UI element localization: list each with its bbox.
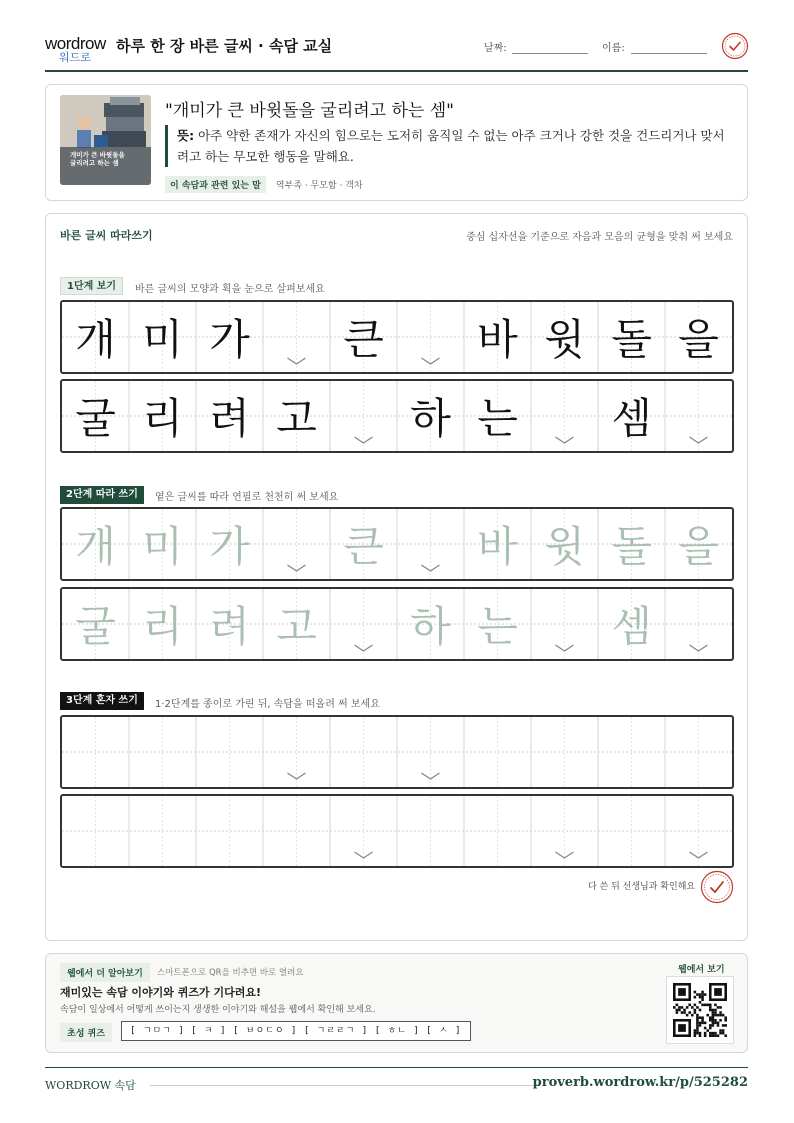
footer-url-link[interactable]: proverb.wordrow.kr/p/525282 [532,1075,748,1090]
grid-cell[interactable] [263,717,330,787]
grid-cells [62,717,732,787]
page-title: 하루 한 장 바른 글씨 · 속담 교실 [116,37,333,55]
grid-step1-row1 [60,300,734,374]
grid-cell: 려 [209,394,250,443]
footer-divider [150,1085,540,1086]
grid-step2-row2[interactable] [60,587,734,661]
web-subtext: 스마트폰으로 QR을 비추면 바로 열려요 [157,968,304,978]
grid-cell[interactable]: 굴 [75,602,116,651]
grid-cell[interactable]: 을 [678,522,719,571]
grid-cell[interactable] [665,796,732,866]
grid-cell[interactable] [531,796,598,866]
grid-cell: 윗 [544,315,585,364]
step1-desc: 바른 글씨의 모양과 획을 눈으로 살펴보세요 [135,284,325,295]
name-field[interactable] [631,53,707,54]
grid-cell: 리 [142,394,183,443]
step2-desc: 옅은 글씨를 따라 연필로 천천히 써 보세요 [155,492,339,503]
grid-cell: 개 [75,315,116,364]
grid-cell[interactable] [330,589,397,659]
web-tag: 웹에서 더 알아보기 [60,963,150,982]
grid-cells [62,589,732,659]
grid-cell[interactable] [665,589,732,659]
page-footer [45,1067,748,1097]
grid-cell [330,381,397,451]
grid-cell[interactable] [196,717,263,787]
web-view-label: 웹에서 보기 [678,965,725,975]
grid-cells [62,796,732,866]
grid-cell[interactable] [129,717,196,787]
grid-cell[interactable] [330,717,397,787]
date-label: 날짜: [484,43,507,54]
grid-cell[interactable] [397,717,464,787]
grid-cell[interactable]: 려 [209,602,250,651]
grid-cell: 굴 [75,394,116,443]
grid-cell[interactable]: 는 [477,602,518,651]
grid-cell[interactable] [531,717,598,787]
grid-cell[interactable]: 개 [75,522,116,571]
grid-cell: 가 [209,315,250,364]
practice-title: 바른 글씨 따라쓰기 [60,229,153,242]
grid-cell[interactable] [62,796,129,866]
proverb-title: "개미가 큰 바윗돌을 굴리려고 하는 셈" [165,101,454,121]
grid-cells [62,509,732,579]
grid-cell[interactable] [196,796,263,866]
grid-cell[interactable] [129,796,196,866]
grid-cell[interactable] [263,509,330,579]
page-header [45,30,748,72]
related-words: 역부족 · 무모함 · 객차 [275,181,363,191]
practice-hint: 중심 십자선을 기준으로 자음과 모음의 균형을 맞춰 써 보세요 [466,232,733,243]
grid-cell: 고 [276,394,317,443]
grid-cell: 셈 [611,394,652,443]
grid-cell[interactable] [397,509,464,579]
meaning-label: 뜻: [177,128,195,143]
grid-cell[interactable] [665,717,732,787]
grid-cell [263,302,330,372]
web-info-box [45,953,748,1053]
grid-cells [62,381,732,451]
grid-cell[interactable] [531,589,598,659]
chosung-quiz: [ ㄱㅁㄱ ] [ ㅋ ] [ ㅂㅇㄷㅇ ] [ ㄱㄹㄹㄱ ] [ ㅎㄴ ] [ ㅅ ] [121,1021,471,1041]
related-tag: 이 속담과 관련 있는 말 [165,176,266,193]
teacher-stamp-icon [700,870,734,904]
step2-tag: 2단계 따라 쓰기 [60,486,144,504]
grid-cell[interactable]: 가 [209,522,250,571]
grid-cell[interactable] [464,796,531,866]
grid-cell [531,381,598,451]
grid-cell[interactable] [464,717,531,787]
grid-cell[interactable]: 셈 [611,602,652,651]
grid-cell[interactable]: 큰 [343,522,384,571]
logo-hangul: 워드로 [59,51,91,64]
grid-cell[interactable] [62,717,129,787]
step3-desc: 1·2단계를 종이로 가린 뒤, 속담을 떠올려 써 보세요 [155,699,380,710]
quiz-tag: 초성 퀴즈 [60,1023,112,1042]
step3-tag: 3단계 혼자 쓰기 [60,692,144,710]
grid-cell[interactable]: 리 [142,602,183,651]
meaning-text: 아주 약한 존재가 자신의 힘으로는 도저히 움직일 수 없는 아주 크거나 강한 것을 건드리거나 맞서려고 하는 무모한 행동을 말해요. [177,128,725,164]
grid-cell [397,302,464,372]
proverb-illustration [60,95,151,185]
grid-cell[interactable] [598,796,665,866]
teacher-check-text: 다 쓴 뒤 선생님과 확인해요 [588,882,696,892]
grid-cell: 돌 [611,315,652,364]
step1-tag: 1단계 보기 [60,277,123,295]
grid-cell: 을 [678,315,719,364]
footer-brand: WORDROW 속담 [45,1079,136,1092]
thumb-caption-2: 굴리려고 하는 셈 [70,159,119,167]
proverb-card [45,84,748,201]
grid-cell[interactable]: 미 [142,522,183,571]
grid-cells [62,302,732,372]
grid-step3-row1[interactable] [60,715,734,789]
grid-cell[interactable] [598,717,665,787]
grid-cell[interactable] [397,796,464,866]
date-field[interactable] [512,53,588,54]
grid-cell[interactable]: 돌 [611,522,652,571]
web-description: 속담이 일상에서 어떻게 쓰이는지 생생한 이야기와 해설을 웹에서 확인해 보세요. [60,1005,376,1015]
web-headline: 재미있는 속담 이야기와 퀴즈가 기다려요! [60,986,261,999]
grid-cell[interactable] [330,796,397,866]
qr-code-icon[interactable] [666,976,734,1044]
grid-cell: 미 [142,315,183,364]
thumb-caption-1: 개미가 큰 바윗돌을 [70,151,125,159]
related-words-row [165,174,363,190]
grid-cell[interactable]: 바 [477,522,518,571]
grid-step2-row1[interactable] [60,507,734,581]
grid-cell: 큰 [343,315,384,364]
grid-cell: 바 [477,315,518,364]
grid-cell: 하 [410,394,451,443]
proverb-meaning [165,125,725,167]
grid-cell [665,381,732,451]
grid-step1-row2 [60,379,734,453]
approval-stamp-icon [721,32,749,60]
logo-word: wordrow [45,34,106,53]
name-label: 이름: [602,43,625,54]
grid-cell: 는 [477,394,518,443]
grid-cell[interactable] [263,796,330,866]
grid-cell[interactable]: 하 [410,602,451,651]
grid-cell[interactable]: 고 [276,602,317,651]
wordrow-logo [45,34,109,64]
grid-cell[interactable]: 윗 [544,522,585,571]
grid-step3-row2[interactable] [60,794,734,868]
